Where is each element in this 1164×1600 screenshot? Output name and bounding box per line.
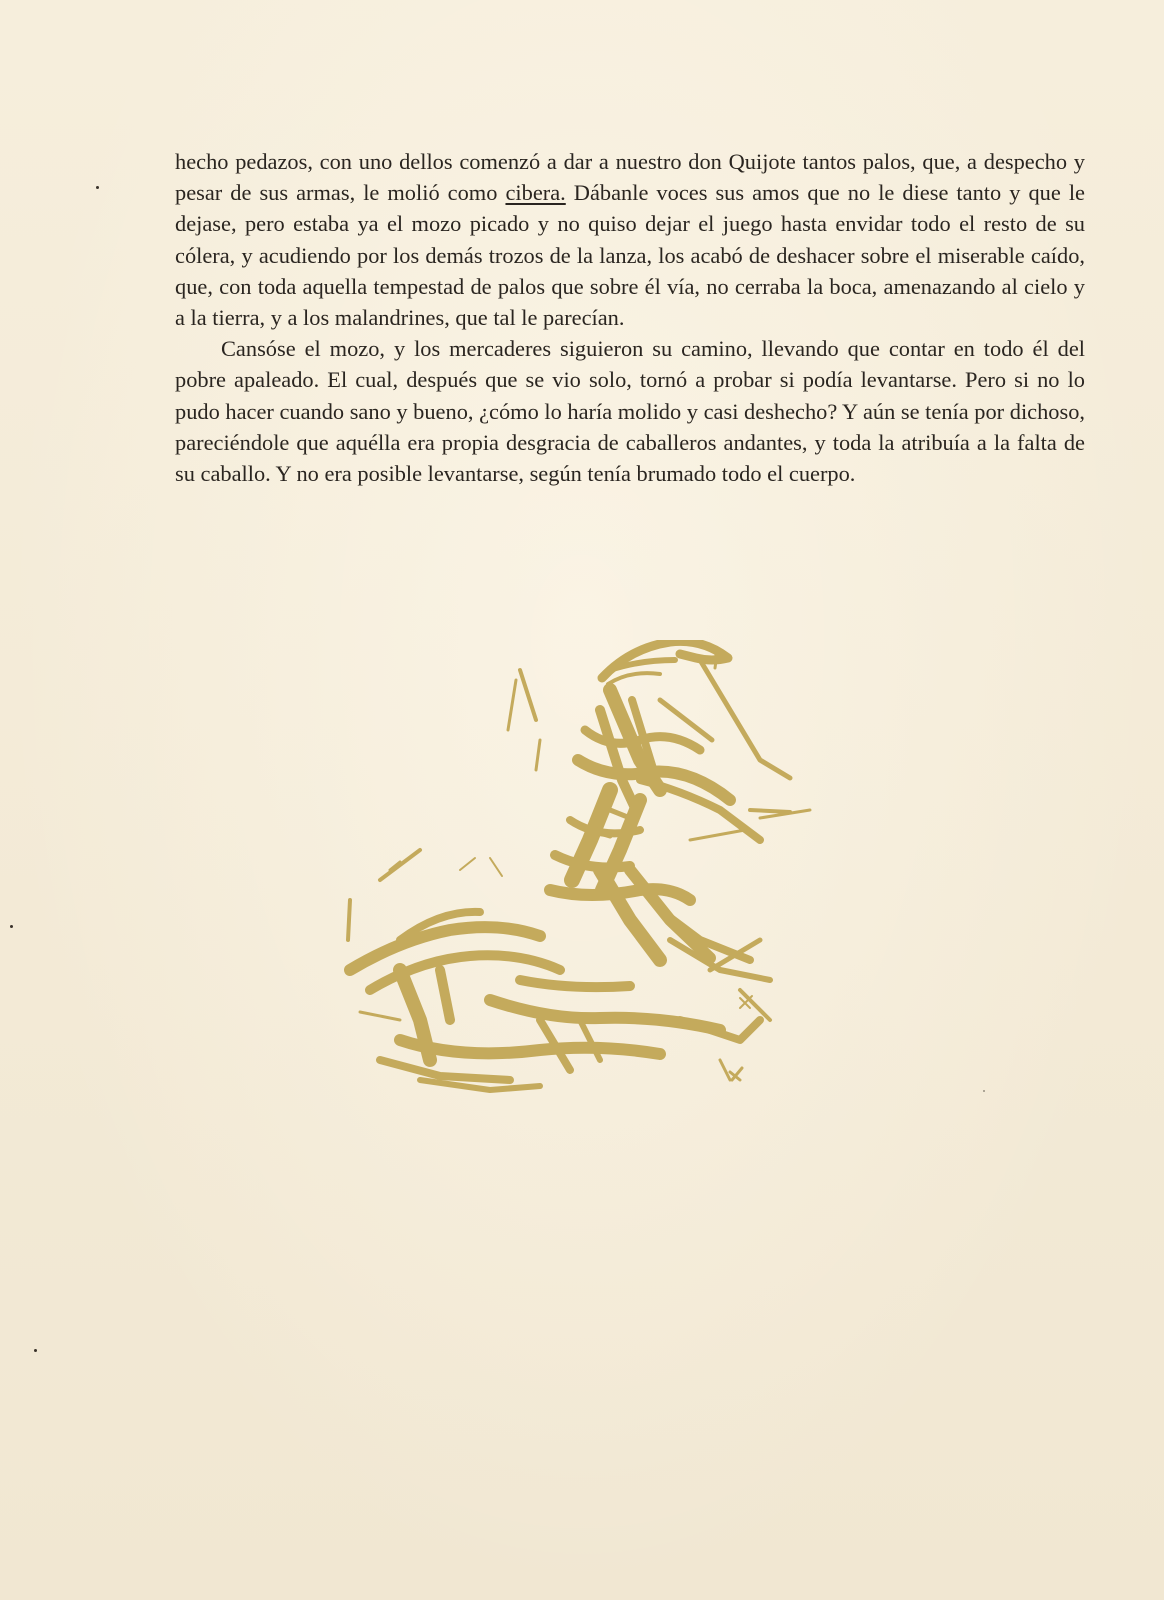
illustration-fallen-knight: [340, 640, 820, 1110]
paragraph-2: Cansóse el mozo, y los mercaderes siguieron su camino, llevando que contar en todo él del pobre apaleado. El cual, después que se vio solo, tornó a probar si podía levantarse. Pero si no lo pudo hacer cuando sano y bueno, ¿cómo lo haría molido y casi deshecho? Y aún se tenía por dichoso, pareciéndole que aquélla era propia desgracia de caballeros andantes, y toda la atribuía a la falta de su caballo. Y no era posible levantarse, según tenía brumado todo el cuerpo.: [175, 336, 1085, 487]
body-text: [175, 146, 1085, 489]
paragraph-1-text: hecho pedazos, con uno dellos comenzó a dar a nuestro don Quijote tantos palos, que, a despecho y pesar de sus armas, le molió como: [175, 149, 1085, 206]
paper-speck: [96, 186, 99, 189]
paper-speck: [10, 925, 13, 928]
paragraph-1-text-cont: Dábanle voces sus amos que no le diese tanto y que le dejase, pero estaba ya el mozo picado y no quiso dejar el juego hasta envidar todo el resto de su cólera, y acudiendo por los demás trozos de la lanza, los acabó de deshacer sobre el miserable caído, que, con toda aquella tempestad de palos que sobre él vía, no cerraba la boca, amenazando al cielo y a la tierra, y a los malandrines, que tal le parecían.: [175, 180, 1085, 331]
paragraph-1: [175, 146, 1085, 333]
underlined-word: cibera.: [505, 180, 566, 206]
paper-speck: [34, 1349, 37, 1352]
paper-speck: [983, 1090, 985, 1092]
